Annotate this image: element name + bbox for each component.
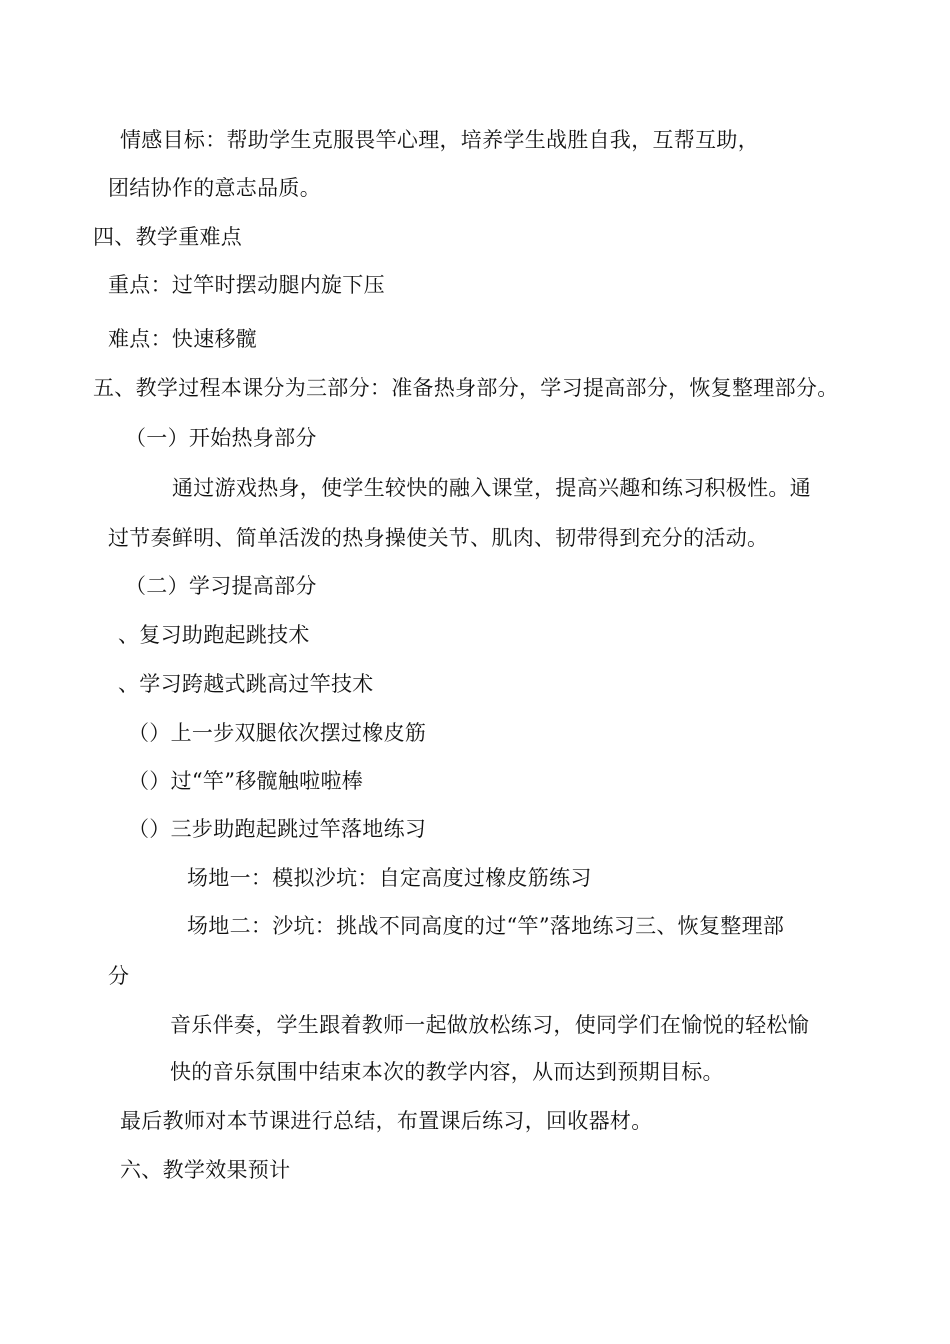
- section-heading-effect: 六、教学效果预计: [120, 1158, 291, 1182]
- section-heading-key-points: 四、教学重难点: [93, 225, 243, 249]
- cooldown-paragraph-line-2: 快的音乐氛围中结束本次的教学内容，从而达到预期目标。: [170, 1060, 724, 1084]
- subsection-learning: （二）学习提高部分: [125, 574, 317, 598]
- venue-2-continuation: 分: [108, 964, 130, 988]
- key-point-line: 重点：过竿时摆动腿内旋下压: [108, 273, 385, 297]
- affective-goal-line-1: 情感目标：帮助学生克服畏竿心理，培养学生战胜自我，互帮互助，: [120, 128, 759, 152]
- affective-goal-line-2: 团结协作的意志品质。: [108, 176, 321, 200]
- difficulty-line: 难点：快速移髋: [108, 327, 258, 351]
- warmup-paragraph-line-1: 通过游戏热身，使学生较快的融入课堂，提高兴趣和练习积极性。通: [172, 476, 811, 500]
- summary-line: 最后教师对本节课进行总结，布置课后练习，回收器材。: [120, 1109, 653, 1133]
- subsection-warmup: （一）开始热身部分: [125, 426, 317, 450]
- venue-1-line: 场地一：模拟沙坑：自定高度过橡皮筋练习: [187, 866, 592, 890]
- sub-item-3: （）三步助跑起跳过竿落地练习: [128, 817, 427, 841]
- warmup-paragraph-line-2: 过节奏鲜明、简单活泼的热身操使关节、肌肉、韧带得到充分的活动。: [108, 526, 769, 550]
- list-item-review: 、复习助跑起跳技术: [118, 623, 310, 647]
- list-item-learn: 、学习跨越式跳高过竿技术: [118, 672, 374, 696]
- sub-item-1: （）上一步双腿依次摆过橡皮筋: [128, 721, 427, 745]
- cooldown-paragraph-line-1: 音乐伴奏，学生跟着教师一起做放松练习，使同学们在愉悦的轻松愉: [170, 1013, 809, 1037]
- venue-2-line: 场地二：沙坑：挑战不同高度的过“竿”落地练习三、恢复整理部: [187, 914, 785, 938]
- sub-item-2: （）过“竿”移髋触啦啦棒: [128, 769, 364, 793]
- section-heading-process: 五、教学过程本课分为三部分：准备热身部分，学习提高部分，恢复整理部分。: [93, 376, 839, 400]
